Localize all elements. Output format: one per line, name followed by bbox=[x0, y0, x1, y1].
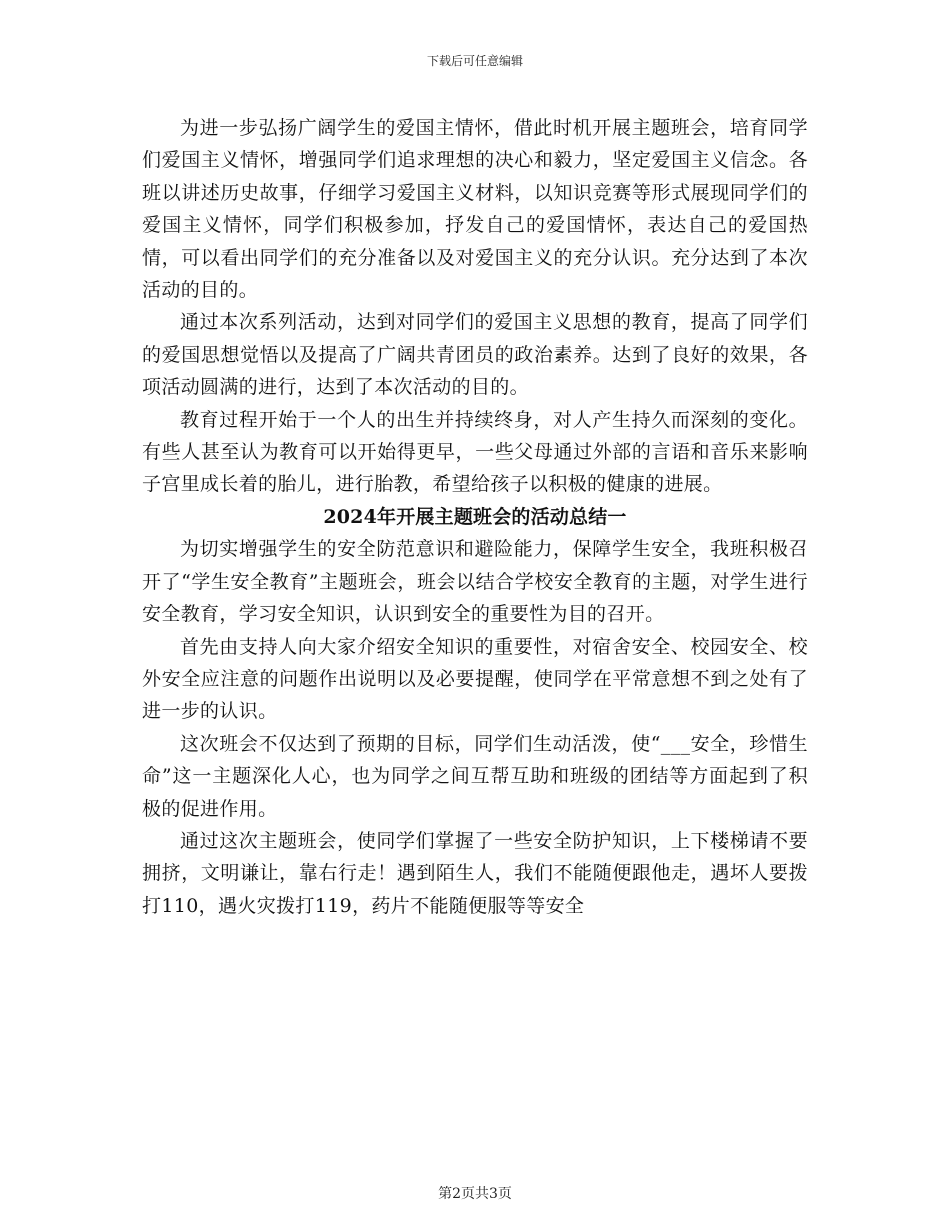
body-paragraph-3: 教育过程开始于一个人的出生并持续终身，对人产生持久而深刻的变化。有些人甚至认为教育可以开始得更早，一些父母通过外部的言语和音乐来影响子宫里成长着的胎儿，进行胎教，希望给孩子以积极的健康的进展。 bbox=[142, 408, 808, 496]
page-number: 第2页共3页 bbox=[438, 1186, 512, 1202]
document-body bbox=[142, 112, 808, 922]
body-paragraph-2: 通过本次系列活动，达到对同学们的爱国主义思想的教育，提高了同学们的爱国思想觉悟以及提高了广阔共青团员的政治素养。达到了良好的效果，各项活动圆满的进行，达到了本次活动的目的。 bbox=[142, 311, 808, 399]
section-paragraph-4: 通过这次主题班会，使同学们掌握了一些安全防护知识，上下楼梯请不要拥挤，文明谦让，靠右行走！遇到陌生人，我们不能随便跟他走，遇坏人要拨打110，遇火灾拨打119，药片不能随便服等等安全 bbox=[142, 829, 808, 917]
section-paragraph-3: 这次班会不仅达到了预期的目标，同学们生动活泼，使“___安全，珍惜生命”这一主题深化人心，也为同学之间互帮互助和班级的团结等方面起到了积极的促进作用。 bbox=[142, 732, 808, 820]
section-paragraph-1: 为切实增强学生的安全防范意识和避险能力，保障学生安全，我班积极召开了“学生安全教育”主题班会，班会以结合学校安全教育的主题，对学生进行安全教育，学习安全知识，认识到安全的重要性为目的召开。 bbox=[142, 538, 808, 626]
section-paragraph-2: 首先由支持人向大家介绍安全知识的重要性，对宿舍安全、校园安全、校外安全应注意的问题作出说明以及必要提醒，使同学在平常意想不到之处有了进一步的认识。 bbox=[142, 635, 808, 723]
page-header: 下载后可任意编辑 bbox=[426, 54, 523, 68]
section-title: 2024年开展主题班会的活动总结一 bbox=[323, 505, 627, 528]
body-paragraph-1: 为进一步弘扬广阔学生的爱国主情怀，借此时机开展主题班会，培育同学们爱国主义情怀，增强同学们追求理想的决心和毅力，坚定爱国主义信念。各班以讲述历史故事，仔细学习爱国主义材料，以知识竞赛等形式展现同学们的爱国主义情怀，同学们积极参加，抒发自己的爱国情怀，表达自己的爱国热情，可以看出同学们的充分准备以及对爱国主义的充分认识。充分达到了本次活动的目的。 bbox=[142, 117, 808, 302]
